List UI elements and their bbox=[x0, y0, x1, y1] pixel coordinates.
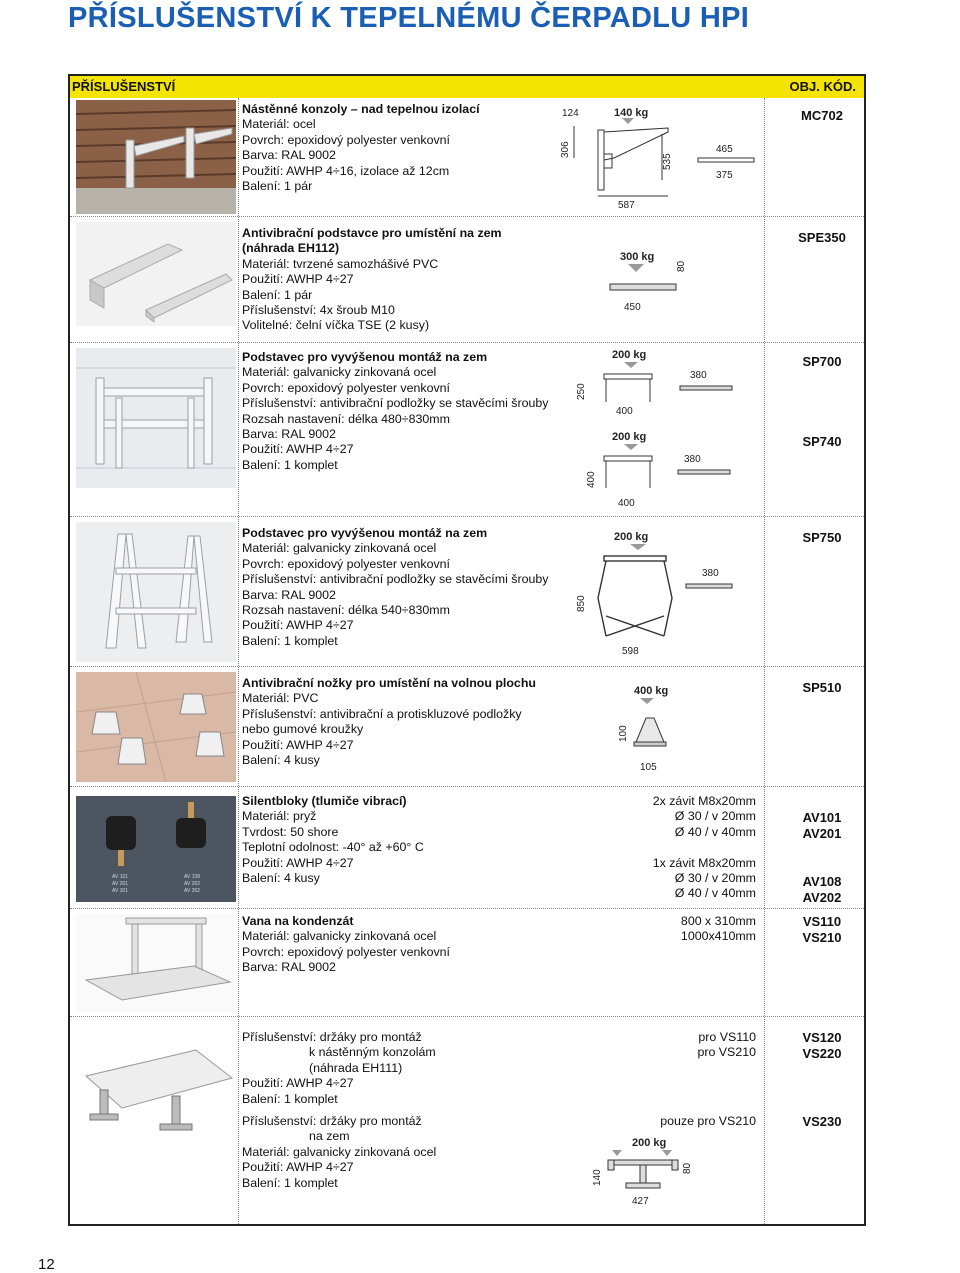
item-line: nebo gumové kroužky bbox=[242, 722, 364, 737]
dim-label: 587 bbox=[618, 200, 635, 210]
item-line: Barva: RAL 9002 bbox=[242, 427, 336, 442]
item-specs: 2x závit M8x20mm Ø 30 / v 20mm Ø 40 / v 40mm 1x závit M8x20mm Ø 30 / v 20mm Ø 40 / v 40mm bbox=[652, 794, 756, 901]
load-label: 300 kg bbox=[620, 251, 655, 263]
item-description bbox=[242, 676, 536, 768]
order-code: AV101 AV201 bbox=[802, 810, 842, 841]
dim-label: 250 bbox=[576, 383, 587, 400]
item-line: Příslušenství: 4x šroub M10 bbox=[242, 303, 395, 318]
dim-label: 80 bbox=[682, 1162, 693, 1174]
photo-label: AV 101 bbox=[112, 874, 129, 880]
photo-label: AV 301 bbox=[112, 888, 129, 894]
item-description bbox=[242, 794, 532, 886]
item-line: Příslušenství: antivibrační a protiskluzové podložky bbox=[242, 706, 522, 721]
dim-label: 535 bbox=[662, 153, 673, 170]
item-description bbox=[242, 102, 532, 194]
item-line: na zem bbox=[309, 1129, 350, 1144]
item-line: Rozsah nastavení: délka 540÷830mm bbox=[242, 603, 450, 618]
dim-label: 105 bbox=[640, 762, 657, 773]
item-line: Použití: AWHP 4÷27 bbox=[242, 1160, 354, 1175]
column-divider bbox=[764, 98, 765, 1224]
order-code: VS120 VS220 bbox=[802, 1030, 842, 1061]
dim-label: 380 bbox=[690, 370, 707, 381]
row-divider bbox=[70, 216, 864, 217]
item-description bbox=[242, 226, 532, 334]
dim-label: 400 bbox=[616, 406, 633, 417]
dim-label: 400 bbox=[586, 471, 597, 488]
item-line: Teplotní odolnost: -40° až +60° C bbox=[242, 840, 424, 855]
antivibration-feet-diagram bbox=[610, 680, 710, 780]
order-code: SPE350 bbox=[798, 230, 846, 245]
item-line: Materiál: galvanicky zinkovaná ocel bbox=[242, 541, 437, 556]
order-code: VS110 VS210 bbox=[802, 914, 842, 945]
page-number: 12 bbox=[38, 1256, 55, 1273]
item-line: Barva: RAL 9002 bbox=[242, 148, 336, 163]
accessories-table bbox=[68, 74, 866, 1226]
item-line: Materiál: galvanicky zinkovaná ocel bbox=[242, 365, 437, 380]
dim-label: 427 bbox=[632, 1196, 649, 1207]
item-line: Barva: RAL 9002 bbox=[242, 587, 336, 602]
dim-label: 380 bbox=[702, 568, 719, 579]
item-line: Balení: 4 kusy bbox=[242, 871, 320, 886]
antivibration-base-diagram bbox=[600, 244, 720, 316]
dim-label: 380 bbox=[684, 454, 701, 465]
item-title: Antivibrační nožky pro umístění na volnou plochu bbox=[242, 676, 536, 690]
item-title: Podstavec pro vyvýšenou montáž na zem bbox=[242, 350, 488, 364]
load-label: 200 kg bbox=[614, 531, 649, 543]
item-description bbox=[242, 1114, 532, 1191]
photo-label: AV 108 bbox=[184, 874, 201, 880]
item-line: Použití: AWHP 4÷27 bbox=[242, 1076, 354, 1091]
load-label: 200 kg bbox=[612, 431, 647, 443]
table-header bbox=[70, 76, 864, 98]
dim-label: 598 bbox=[622, 646, 639, 657]
row-divider bbox=[70, 786, 864, 787]
item-line: Balení: 1 komplet bbox=[242, 633, 338, 648]
photo-label: AV 302 bbox=[184, 888, 201, 894]
order-code: SP510 bbox=[802, 680, 842, 695]
floor-stand-high-diagram bbox=[570, 526, 734, 660]
item-line: Materiál: ocel bbox=[242, 117, 316, 132]
item-line: Volitelné: čelní víčka TSE (2 kusy) bbox=[242, 318, 430, 333]
order-code: SP740 bbox=[802, 434, 842, 449]
header-order-code: OBJ. KÓD. bbox=[789, 79, 856, 94]
item-specs: pouze pro VS210 bbox=[660, 1114, 756, 1128]
dim-label: 140 bbox=[592, 1169, 603, 1186]
item-line: Balení: 1 komplet bbox=[242, 457, 338, 472]
item-line: Materiál: galvanicky zinkovaná ocel bbox=[242, 929, 437, 944]
photo-label: AV 202 bbox=[184, 881, 201, 887]
item-title: Příslušenství: držáky pro montáž bbox=[242, 1114, 422, 1128]
item-title: Příslušenství: držáky pro montáž bbox=[242, 1030, 422, 1044]
row-divider bbox=[70, 908, 864, 909]
item-line: (náhrada EH111) bbox=[309, 1060, 403, 1075]
dim-label: 465 bbox=[716, 144, 733, 155]
dim-label: 124 bbox=[562, 108, 579, 119]
item-line: Povrch: epoxidový polyester venkovní bbox=[242, 380, 450, 395]
row-divider bbox=[70, 1016, 864, 1017]
item-title: Nástěnné konzoly – nad tepelnou izolací bbox=[242, 102, 480, 116]
order-code: AV108 AV202 bbox=[802, 874, 842, 905]
dim-label: 80 bbox=[676, 260, 687, 272]
item-line: k nástěnným konzolám bbox=[309, 1045, 436, 1060]
item-line: Použití: AWHP 4÷27 bbox=[242, 737, 354, 752]
column-divider bbox=[238, 98, 239, 1224]
item-specs: 800 x 310mm 1000x410mm bbox=[680, 914, 756, 944]
item-line: Balení: 1 komplet bbox=[242, 1091, 338, 1106]
dim-label: 450 bbox=[624, 302, 641, 313]
item-line: Materiál: PVC bbox=[242, 691, 319, 706]
wall-bracket-photo bbox=[76, 100, 236, 214]
item-description bbox=[242, 1030, 532, 1107]
item-line: Tvrdost: 50 shore bbox=[242, 824, 339, 839]
floor-stand-high-photo bbox=[76, 522, 236, 662]
row-divider bbox=[70, 516, 864, 517]
antivibration-base-photo bbox=[76, 222, 236, 326]
item-title: Antivibrační podstavce pro umístění na zem bbox=[242, 226, 502, 240]
item-line: Použití: AWHP 4÷16, izolace až 12cm bbox=[242, 163, 450, 178]
silentblock-photo bbox=[76, 796, 236, 902]
header-accessories: PŘÍSLUŠENSTVÍ bbox=[72, 79, 176, 94]
antivibration-feet-photo bbox=[76, 672, 236, 782]
ground-holder-diagram bbox=[588, 1134, 698, 1210]
item-line: Balení: 1 pár bbox=[242, 287, 313, 302]
item-line: Příslušenství: antivibrační podložky se stavěcími šrouby bbox=[242, 572, 549, 587]
item-line: Materiál: galvanicky zinkovaná ocel bbox=[242, 1144, 437, 1159]
item-line: Materiál: pryž bbox=[242, 809, 317, 824]
wall-bracket-diagram bbox=[558, 100, 768, 210]
floor-stand-diagram bbox=[576, 346, 736, 512]
dim-label: 375 bbox=[716, 170, 733, 181]
order-code: SP750 bbox=[802, 530, 842, 545]
load-label: 140 kg bbox=[614, 107, 649, 119]
item-description bbox=[242, 914, 532, 976]
order-code: MC702 bbox=[801, 108, 843, 123]
order-code: SP700 bbox=[802, 354, 842, 369]
load-label: 200 kg bbox=[612, 349, 647, 361]
item-line: Použití: AWHP 4÷27 bbox=[242, 272, 354, 287]
item-line: Použití: AWHP 4÷27 bbox=[242, 442, 354, 457]
floor-stand-photo bbox=[76, 348, 236, 488]
item-specs: pro VS110 pro VS210 bbox=[697, 1030, 756, 1060]
dim-label: 100 bbox=[618, 725, 629, 742]
item-description bbox=[242, 526, 549, 649]
item-line: Balení: 4 kusy bbox=[242, 753, 320, 768]
item-line: Povrch: epoxidový polyester venkovní bbox=[242, 944, 450, 959]
dim-label: 400 bbox=[618, 498, 635, 509]
dim-label: 850 bbox=[576, 595, 587, 612]
item-line: Balení: 1 komplet bbox=[242, 1175, 338, 1190]
item-title: Silentbloky (tlumiče vibrací) bbox=[242, 794, 407, 808]
photo-label: AV 201 bbox=[112, 881, 129, 887]
item-line: Balení: 1 pár bbox=[242, 179, 313, 194]
item-line: (náhrada EH112) bbox=[242, 241, 340, 256]
item-line: Povrch: epoxidový polyester venkovní bbox=[242, 556, 450, 571]
item-line: Použití: AWHP 4÷27 bbox=[242, 855, 354, 870]
row-divider bbox=[70, 666, 864, 667]
item-title: Podstavec pro vyvýšenou montáž na zem bbox=[242, 526, 488, 540]
load-label: 200 kg bbox=[632, 1137, 667, 1149]
load-label: 400 kg bbox=[634, 685, 669, 697]
item-title: Vana na kondenzát bbox=[242, 914, 354, 928]
item-line: Materiál: tvrzené samozhášivé PVC bbox=[242, 256, 439, 271]
item-line: Rozsah nastavení: délka 480÷830mm bbox=[242, 411, 450, 426]
page-title: PŘÍSLUŠENSTVÍ K TEPELNÉMU ČERPADLU HPI bbox=[68, 2, 750, 34]
item-line: Použití: AWHP 4÷27 bbox=[242, 618, 354, 633]
item-line: Příslušenství: antivibrační podložky se stavěcími šrouby bbox=[242, 396, 549, 411]
item-description bbox=[242, 350, 549, 473]
dim-label: 306 bbox=[560, 141, 571, 158]
condensate-tray-photo bbox=[76, 914, 236, 1012]
item-line: Povrch: epoxidový polyester venkovní bbox=[242, 132, 450, 147]
row-divider bbox=[70, 342, 864, 343]
order-code: VS230 bbox=[802, 1114, 842, 1129]
tray-holder-photo bbox=[76, 1026, 236, 1146]
item-line: Barva: RAL 9002 bbox=[242, 960, 336, 975]
